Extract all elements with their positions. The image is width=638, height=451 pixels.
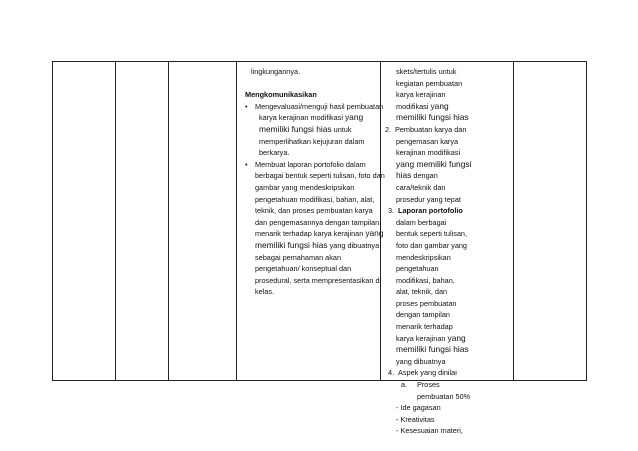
text-line: yang memiliki fungsi [396,158,472,169]
text-line: kelas. [255,287,275,297]
text-line: modifikasi, bahan, [396,275,455,285]
assessment-cell [385,66,497,437]
text-line: Mengevaluasi/menguji hasil pembuatan [255,101,384,111]
text-line: kerajinan modifikasi [396,148,461,158]
text-line: yang [447,332,466,343]
text-line: memperlihatkan kejujuran dalam [259,136,365,146]
text-line: berbagai bentuk seperti tulisan, foto dan [255,171,385,181]
text-line: yang [344,112,364,123]
text-line: dengan [411,171,438,181]
text-line: karya kerajinan modifikasi [259,113,345,123]
text-line: hias [396,170,412,181]
text-line: prosedural, serta mempresentasikan di [255,275,382,285]
text-line: untuk [331,124,352,134]
text-line: Pembuatan karya dan [395,124,467,134]
text-line: memiliki fungsi hias [396,344,469,355]
text-line: menarik terhadap [396,322,453,332]
text-line: - Kesesuaian materi, [396,426,463,436]
column-divider [168,62,169,380]
lettered-item [385,379,497,391]
text-line: Aspek yang dinilai [398,368,457,378]
text-line: - Kreativitas [396,414,435,424]
activities-cell [245,66,385,298]
text-line: dalam berbagai [396,217,447,227]
text-line: sebagai pemahaman akan [255,252,342,262]
item-number: 2. [385,124,392,134]
text-line: kegiatan pembuatan [396,78,463,88]
item-letter: a. [401,380,408,390]
text-line: proses pembuatan [396,298,457,308]
text-line: menarik terhadap karya kerajinan [255,229,366,239]
text-line: yang [365,228,384,239]
text-line: lingkungannya. [251,67,301,76]
text-line: cara/teknik dan [396,182,446,192]
bullet-icon: • [245,101,248,111]
numbered-item [385,367,497,379]
text-line: pengetahuan/ konseptual dan [255,264,352,274]
text-line: bentuk seperti tulisan, [396,229,467,239]
text-line: - Ide gagasan [396,403,441,413]
text-line: memiliki fungsi hias [396,112,469,123]
text-line: yang [430,100,449,111]
text-line: skets/tertulis untuk [396,67,457,76]
bullet-item [245,159,377,171]
column-divider [513,62,514,380]
column-divider [115,62,116,380]
lesson-plan-table [52,61,587,436]
text-line: Membuat laporan portofolio dalam [255,159,366,169]
text-line: pengetahuan modifikasi, bahan, alat, [255,194,375,204]
text-line: karya kerajinan [396,333,448,343]
column-divider [236,62,237,380]
text-line: foto dan gambar yang [396,240,467,250]
text-line: karya kerajinan [396,90,446,100]
text-line: mendeskripsikan [396,252,451,262]
text-line: pengemasan karya [396,136,459,146]
bullet-item [245,101,384,113]
text-line: modifikasi [396,101,431,111]
numbered-item [385,124,497,136]
text-line: Laporan portofolio [398,206,463,216]
text-line: pembuatan 50% [417,391,471,401]
text-line: gambar yang mendeskripsikan [255,182,355,192]
text-line: yang dibuatnya [327,240,380,250]
text-line: memiliki fungsi hias [255,239,328,250]
bullet-icon: • [245,159,248,169]
text-line: memiliki fungsi hias [259,123,332,134]
text-line: dan pengemasannya dengan tampilan [255,217,380,227]
text-line: pengetahuan [396,264,439,274]
text-line: dengan tampilan [396,310,450,320]
text-line: teknik, dan proses pembuatan karya [255,206,373,216]
numbered-item [385,205,497,217]
text-line: yang dibuatnya [396,356,446,366]
text-line: berkarya. [259,148,290,158]
text-line: prosedur yang tepat [396,194,461,204]
item-number: 4. [388,368,395,378]
text-line: alat, teknik, dan [396,287,448,297]
text-line: Proses [417,380,440,390]
item-number: 3. [388,206,395,216]
section-heading: Mengkomunikasikan [245,90,317,100]
